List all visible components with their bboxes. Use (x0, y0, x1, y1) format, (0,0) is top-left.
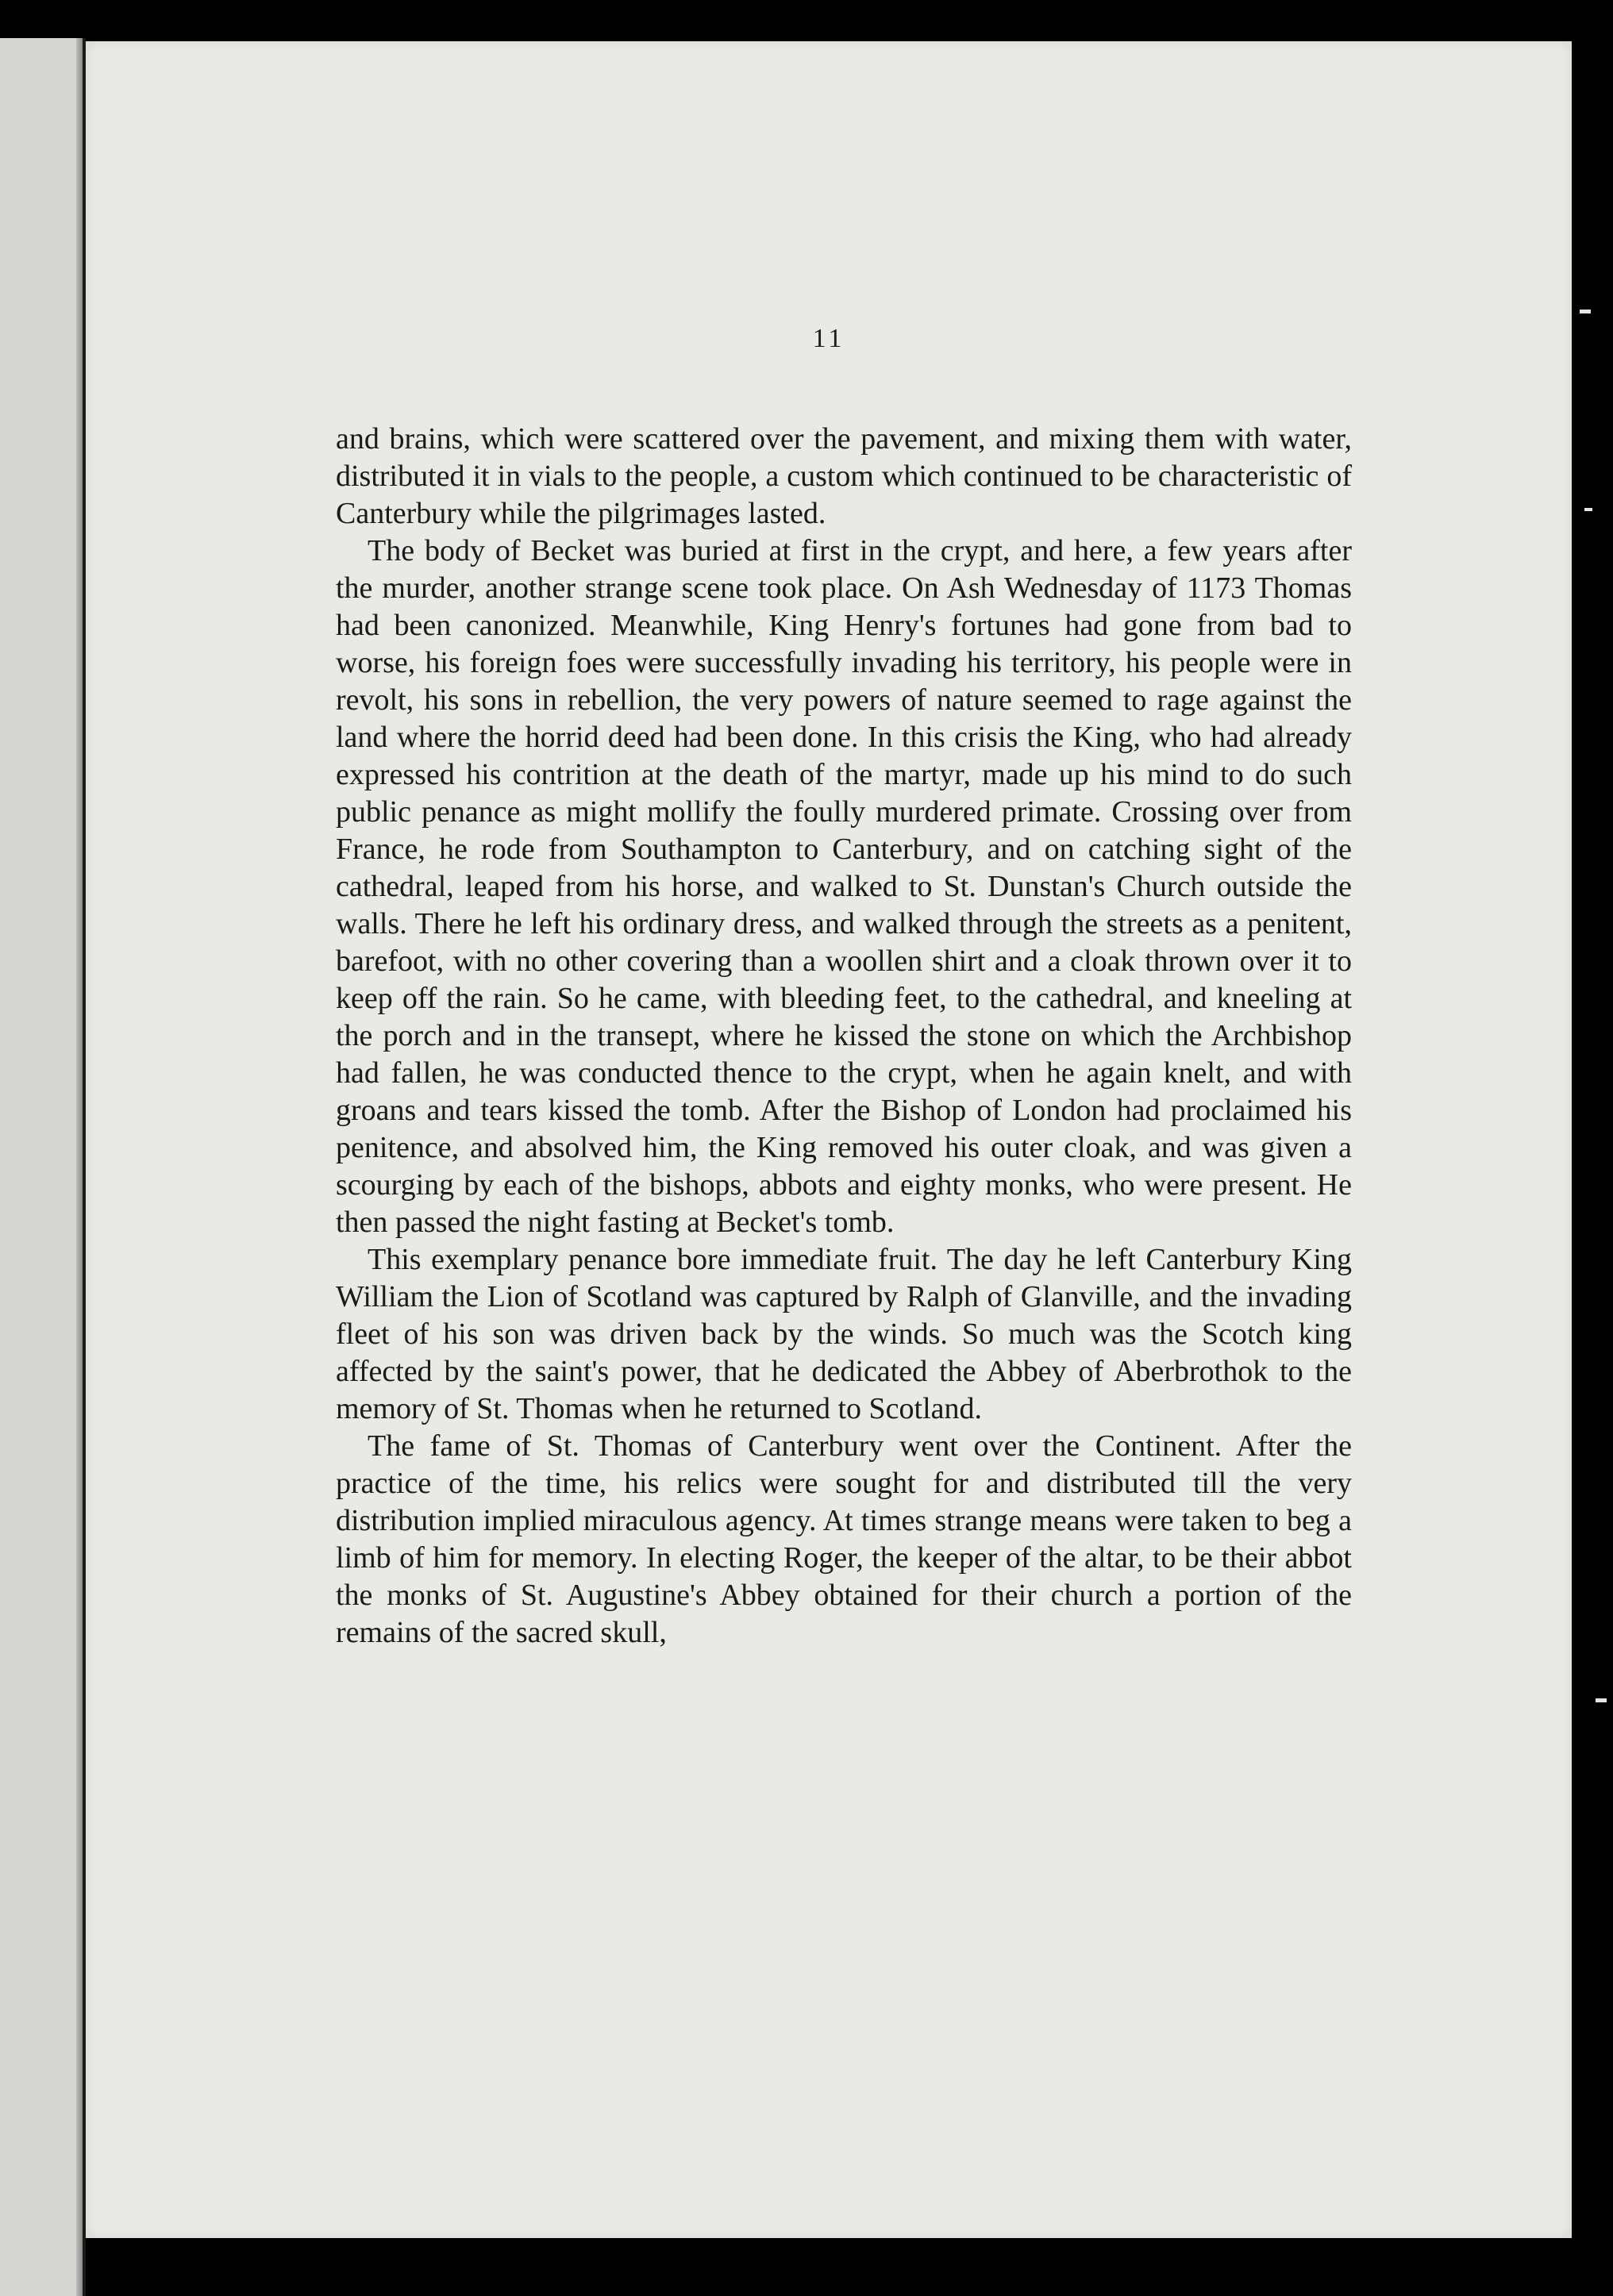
body-text (336, 421, 1352, 1652)
page-fold-shadow (76, 38, 83, 2296)
scan-speck (1584, 508, 1592, 511)
paragraph: The body of Becket was buried at first in the crypt, and here, a few years after the murder, another strange scene took place. On Ash Wednesday of 1173 Thomas had been canonized. Meanwhile, King Henry's fortunes had gone from bad to worse, his foreign foes were successfully invading his territory, his people were in revolt, his sons in rebellion, the very powers of nature seemed to rage against the land where the horrid deed had been done. In this crisis the King, who had already expressed his contrition at the death of the martyr, made up his mind to do such public penance as might mollify the foully murdered primate. Crossing over from France, he rode from Southampton to Canterbury, and on catching sight of the cathedral, leaped from his horse, and walked to St. Dunstan's Church outside the walls. There he left his ordinary dress, and walked through the streets as a penitent, barefoot, with no other covering than a woollen shirt and a cloak thrown over it to keep off the rain. So he came, with bleeding feet, to the cathedral, and kneeling at the porch and in the transept, where he kissed the stone on which the Archbishop had fallen, he was conducted thence to the crypt, when he again knelt, and with groans and tears kissed the tomb. After the Bishop of London had proclaimed his penitence, and absolved him, the King removed his outer cloak, and was given a scourging by each of the bishops, abbots and eighty monks, who were present. He then passed the night fasting at Becket's tomb. (336, 534, 1352, 1239)
facing-page-edge (0, 38, 86, 2296)
scan-speck (1580, 310, 1591, 313)
page-number: 11 (812, 324, 845, 353)
scan-speck (1596, 1698, 1607, 1702)
paragraph: The fame of St. Thomas of Canterbury went over the Continent. After the practice of the time, his relics were sought for and distributed till the very distribution implied miraculous agency. At times strange means were taken to beg a limb of him for memory. In electing Roger, the keeper of the altar, to be their abbot the monks of St. Augustine's Abbey obtained for their church a portion of the remains of the sacred skull, (336, 1429, 1352, 1649)
book-page (86, 41, 1572, 2238)
paragraph: This exemplary penance bore immediate fruit. The day he left Canterbury King William the Lion of Scotland was captured by Ralph of Glanville, and the invading fleet of his son was driven back by the winds. So much was the Scotch king affected by the saint's power, that he dedicated the Abbey of Aberbrothok to the memory of St. Thomas when he returned to Scotland. (336, 1243, 1352, 1425)
paragraph: and brains, which were scattered over the pavement, and mixing them with water, distributed it in vials to the people, a custom which continued to be characteristic of Canterbury while the pilgrimages lasted. (336, 422, 1352, 530)
